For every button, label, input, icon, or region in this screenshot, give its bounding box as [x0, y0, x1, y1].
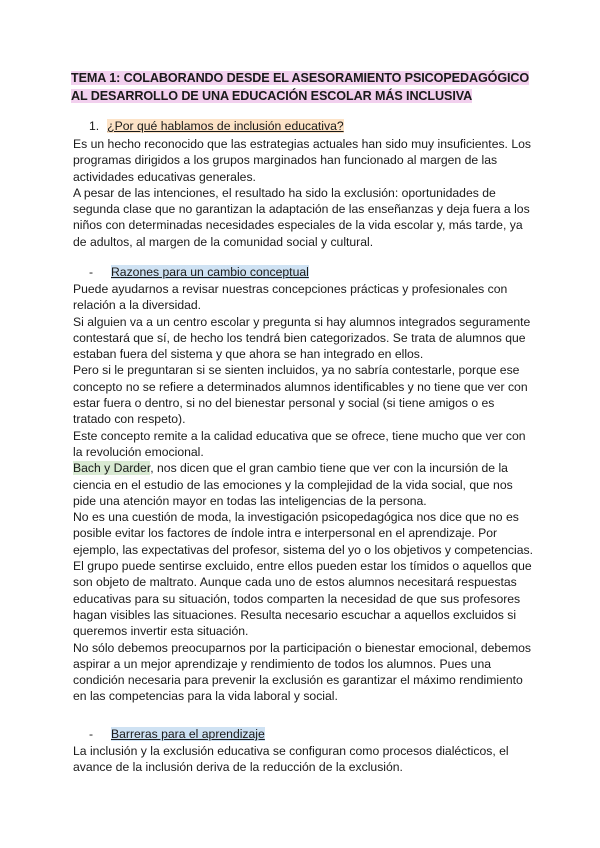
paragraph: El grupo puede sentirse excluido, entre ellos pueden estar los tímidos o aquellos que son objeto de maltrato. Aunque cada uno de estos alumnos necesitará respuestas educativas para su situación, todos comparten la necesidad de que sus profesores hagan visibles las situaciones. Resulta necesario escuchar a aquellos excluidos si queremos invertir esta situación. [73, 559, 532, 639]
document-title [71, 70, 531, 105]
paragraph-bach-darder [73, 460, 533, 509]
paragraph: A pesar de las intenciones, el resultado ha sido la exclusión: oportunidades de segunda clase que no garantizan la adaptación de las enseñanzas y deja fuera a los niños con determinadas necesidades especiales de la vida escolar y, más tarde, ya de adultos, al margen de la comunidad social y cultural. [73, 185, 530, 249]
paragraph: Es un hecho reconocido que las estrategias actuales han sido muy insuficientes. Los programas dirigidos a los grupos marginados han funcionado al margen de las actividades educativas generales. [73, 137, 531, 184]
section-1-heading [89, 119, 344, 134]
paragraph-text: , nos dicen que el gran cambio tiene que ver con la incursión de la ciencia en el estudio de las emociones y la complejidad de la vida social, que nos pide una atención mayor en todas las inteligencias de la persona. [73, 461, 513, 508]
section-1-heading-label: ¿Por qué hablamos de inclusión educativa? [107, 119, 344, 133]
section-3-dash: - [89, 727, 94, 741]
paragraph: Este concepto remite a la calidad educativa que se ofrece, tiene mucho que ver con la revolución emocional. [73, 428, 526, 459]
paragraph: La inclusión y la exclusión educativa se configuran como procesos dialécticos, el avance de la inclusión deriva de la reducción de la exclusión. [73, 744, 509, 775]
section-1-body [73, 136, 533, 250]
title-line-1: TEMA 1: COLABORANDO DESDE EL ASESORAMIENTO PSICOPEDAGÓGICO [71, 71, 530, 85]
highlight-bach-darder: Bach y Darder [73, 461, 151, 476]
paragraph: No es una cuestión de moda, la investigación psicopedagógica nos dice que no es posible evitar los factores de índole intra e interpersonal en el aprendizaje. Por ejemplo, las expectativas del profesor, sistema del yo o los objetivos y competencias. [73, 510, 533, 557]
section-2-body [73, 281, 533, 705]
paragraph: Pero si le preguntaran si se sienten incluidos, ya no sabría contestarle, porque ese concepto no se refiere a determinados alumnos identificables y no tiene que ver con estar fuera o dentro, si no del bienestar personal y social (si tiene amigos o es tratado con respeto). [73, 363, 528, 427]
section-1-number: 1. [89, 119, 100, 133]
section-2-heading-label: Razones para un cambio conceptual [111, 265, 309, 279]
paragraph: No sólo debemos preocuparnos por la participación o bienestar emocional, debemos aspirar a un mejor aprendizaje y rendimiento de todos los alumnos. Pues una condición necesaria para prevenir la exclusión es garantizar el máximo rendimiento en las competencias para la vida laboral y social. [73, 640, 531, 704]
section-2-dash: - [89, 265, 94, 279]
paragraph: Si alguien va a un centro escolar y pregunta si hay alumnos integrados seguramente contestará que sí, de hecho los tendrá bien categorizados. Se trata de alumnos que estaban fuera del sistema y que ahora se han integrado en ellos. [73, 314, 531, 362]
section-3-heading-label: Barreras para el aprendizaje [111, 727, 265, 741]
section-3-heading [89, 727, 265, 742]
section-2-heading [89, 265, 309, 280]
paragraph: Puede ayudarnos a revisar nuestras concepciones prácticas y profesionales con relación a la diversidad. [73, 282, 508, 313]
section-3-body [73, 743, 533, 776]
title-line-2: AL DESARROLLO DE UNA EDUCACIÓN ESCOLAR MÁS INCLUSIVA [71, 88, 473, 103]
